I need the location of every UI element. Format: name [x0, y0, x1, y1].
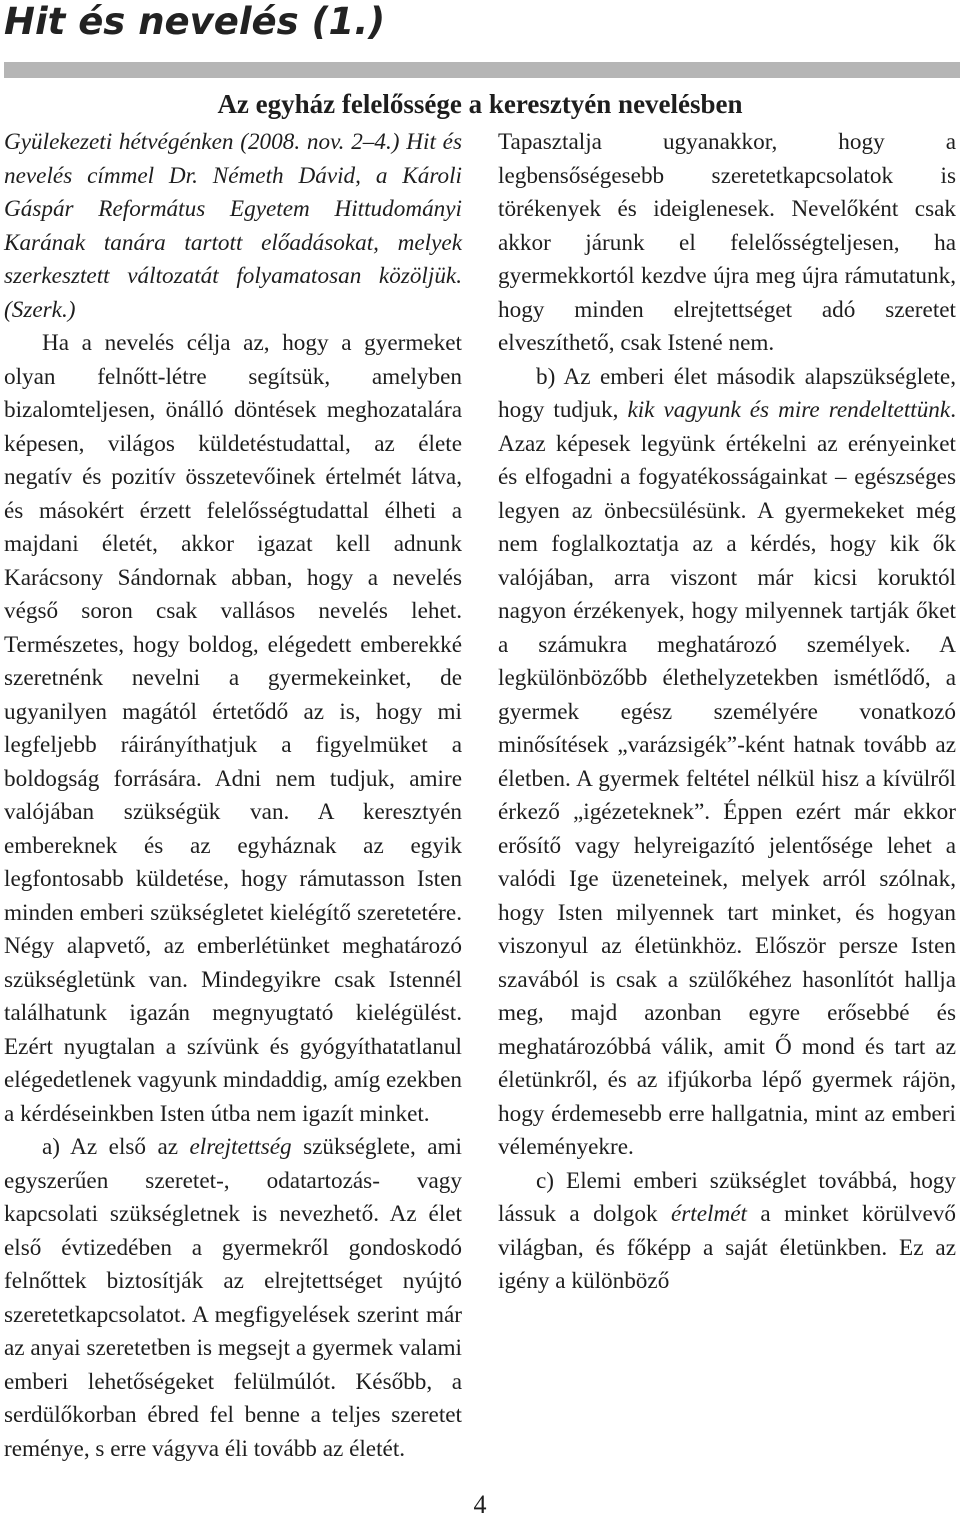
need-a-emphasis: elrejtettség — [189, 1134, 292, 1160]
need-c-lead: c) Elemi emberi szükséglet továbbá, hogy lássuk a dolgok — [498, 1167, 956, 1227]
left-column — [4, 126, 462, 1466]
paragraph-intro: Ha a nevelés célja az, hogy a gyermeket olyan felnőtt-létre segítsük, amelyben bizalomteljesen, önálló döntések meghozatalára képesen, világos küldetéstudattal, az élete negatív és pozitív összetevőinek értelmét látva, és másokért érzett felelősségtudattal élheti a majdani életét, akkor igazat kell adnunk Karácsony Sándornak abban, hogy a nevelés végső soron csak vallásos nevelés lehet. Természetes, hogy boldog, elégedett emberekké szeretnénk nevelni a gyermekeinket, de ugyanilyen magától értetődő az is, hogy mi legfeljebb ráirányíthatjuk a figyelmüket a boldogság forrására. Adni nem tudjuk, amire valójában szükségük van. A keresztyén embereknek és az egyháznak az egyik legfontosabb küldetése, hogy rámutasson Isten minden emberi szükségletet kielégítő szeretetére. Négy alapvető, az emberlétünket meghatározó szükségletünk van. Mindegyikre csak Istennél találhatunk igazán megnyugtató kielégülést. Ezért nyugtalan a szívünk és gyógyíthatatlanul elégedetlenek vagyunk mindaddig, amíg ezekben a kérdéseinkben Isten útba nem igazít minket. — [4, 330, 462, 1127]
need-a-text: szükséglete, ami egyszerűen szeretet-, odatartozás- vagy kapcsolati szükségletnek is nevezhető. Az élet első évtizedében a gyermekről gondoskodó felnőttek biztosítják az elrejtettséget nyújtó szeretetkapcsolatot. A megfigyelések szerint már az anyai szeretetben is megsejt a gyermek valami emberi lehetőségeket felülmúlót. Később, a serdülőkorban ébred fel benne a teljes szeretet reménye, s erre vágyva éli tovább az életét. — [4, 1134, 462, 1462]
editor-note: Gyülekezeti hétvégénken (2008. nov. 2–4.) Hit és nevelés címmel Dr. Németh Dávid, a Károli Gáspár Református Egyetem Hittudományi Karának tanára tartott előadásokat, melyek szerkesztett változatát folyamatosan közöljük. (Szerk.) — [4, 129, 462, 323]
need-b-emphasis: kik vagyunk és mire rendeltettünk — [627, 397, 951, 423]
header-bar — [4, 62, 960, 78]
need-b-lead: b) Az emberi élet második alapszükséglete, hogy tudjuk, — [498, 363, 956, 423]
paragraph-need-a — [4, 1131, 462, 1466]
article-title: Az egyház felelőssége a keresztyén nevelésben — [217, 89, 743, 119]
paragraph-need-b — [498, 361, 956, 1165]
need-b-text: . Azaz képesek legyünk értékelni az erényeinket és elfogadni a fogyatékosságainkat – egészséges legyen az önbecsülésünk. A gyermekeket még nem foglalkoztatja az a kérdés, hogy kik ők valójában, arra viszont már kicsi koruktól nagyon érzékenyek, hogy milyennek tartják őket a számukra meghatározó személyek. A legkülönbözőbb élethelyzetekben ismétlődő, a gyermek egész személyére vonatkozó minősítések „varázsigék”-ként hatnak tovább az életben. A gyermek feltétel nélkül hisz a kívülről érkező „igézeteknek”. Éppen ezért már ekkor erősítő vagy helyreigazító jelentősége lehet a valódi Ige üzeneteinek, melyek arról szólnak, hogy Isten milyennek tart minket, és hogyan viszonyul az életünkhöz. Először persze Isten szavából is csak a szülőkéhez hasonlítót hallja meg, majd azonban egyre erősebbé és meghatározóbbá válik, amit Ő mond és tart az életünkről, és az ifjúkorba lépő gyermek rájön, hogy érdemesebb erre hallgatnia, mint az emberi véleményekre. — [498, 397, 956, 1160]
need-a-lead: a) Az első az — [42, 1134, 190, 1160]
page-number: 4 — [473, 1490, 487, 1519]
paragraph-need-c — [498, 1165, 956, 1299]
paragraph-need-a-continued: Tapasztalja ugyanakkor, hogy a legbensőségesebb szeretetkapcsolatok is törékenyek és ideiglenesek. Nevelőként csak akkor járunk el felelősségteljesen, ha gyermekkortól kezdve újra meg újra rámutatunk, hogy minden elrejtettséget adó szeretet elveszíthető, csak Istené nem. — [498, 129, 956, 356]
need-c-emphasis: értelmét — [670, 1201, 747, 1227]
page-header-title: Hit és nevelés (1.) — [4, 0, 386, 43]
right-column — [498, 126, 956, 1299]
need-c-text: a minket körülvevő világban, és főképp a saját életünkben. Ez az igény a különböző — [498, 1201, 956, 1294]
